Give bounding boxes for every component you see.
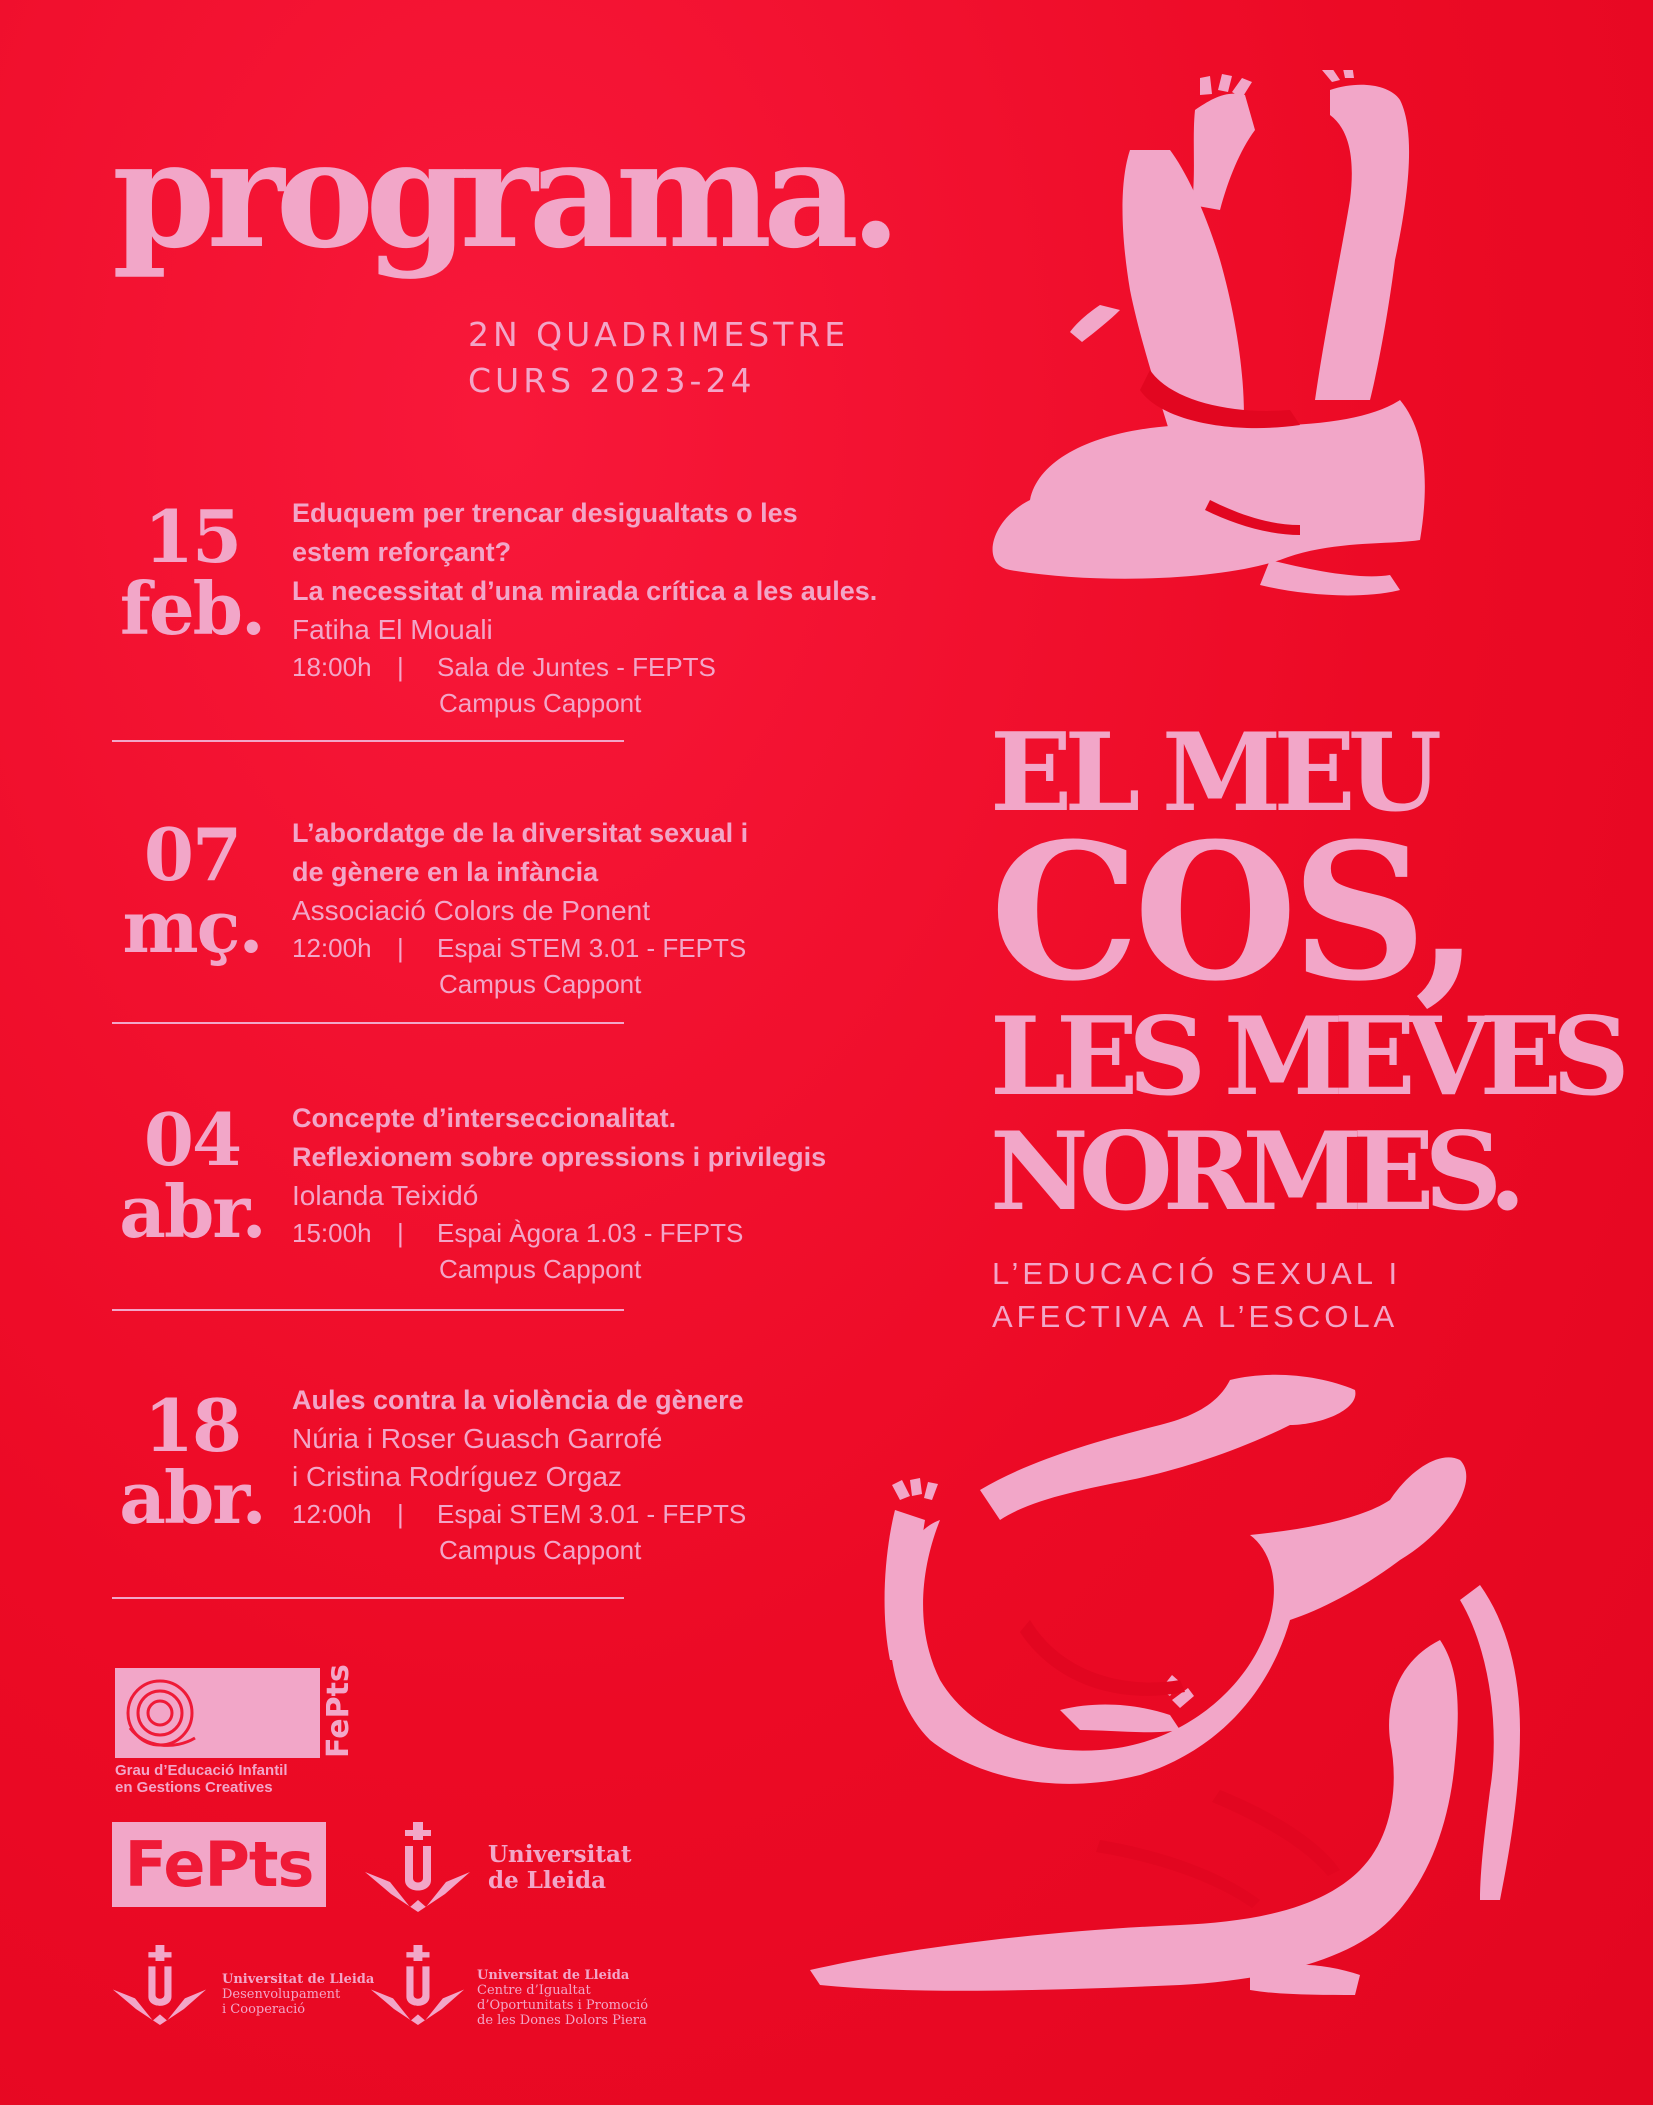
event-speaker: Núria i Roser Guasch Garrofé xyxy=(292,1423,663,1454)
tagline xyxy=(992,1252,1401,1338)
event-info xyxy=(292,494,1032,721)
event-when xyxy=(292,1215,1032,1251)
grau-line: Grau d’Educació Infantil xyxy=(115,1762,288,1779)
event-time: 12:00h xyxy=(292,1499,372,1529)
igualtat-line: Universitat de Lleida xyxy=(477,1968,630,1983)
event-when xyxy=(292,930,1032,966)
igualtat-line: d’Oportunitats i Promoció xyxy=(477,1998,649,2013)
event-campus: Campus Cappont xyxy=(439,688,642,718)
event-title: de gènere en la infància xyxy=(292,857,599,887)
event-campus: Campus Cappont xyxy=(439,1535,642,1565)
divider xyxy=(112,1597,624,1599)
udl-emblem-icon xyxy=(112,1945,207,2025)
grau-logo-text xyxy=(115,1762,288,1796)
event-speaker: Associació Colors de Ponent xyxy=(292,895,650,926)
subtitle-line: 2N QUADRIMESTRE xyxy=(468,315,850,354)
headline-line: COS, xyxy=(990,802,1474,1023)
event-date xyxy=(112,1097,272,1254)
event-place: Espai STEM 3.01 - FEPTS xyxy=(437,933,747,963)
event-speaker: Fatiha El Mouali xyxy=(292,614,493,645)
event-speaker: Iolanda Teixidó xyxy=(292,1180,479,1211)
event-campus: Campus Cappont xyxy=(439,1254,642,1284)
igualtat-line: Centre d’Igualtat xyxy=(477,1983,591,1998)
headline-line: EL MEU xyxy=(990,710,1434,836)
event-title: estem reforçant? xyxy=(292,537,512,567)
grau-line: en Gestions Creatives xyxy=(115,1779,273,1796)
subtitle xyxy=(468,312,849,404)
divider xyxy=(112,1022,624,1024)
coop-logo-text xyxy=(222,1972,374,2017)
event-month: abr. xyxy=(119,1169,265,1254)
event-month: abr. xyxy=(119,1455,265,1540)
spiral-logo-icon xyxy=(115,1668,320,1758)
figure-top-illustration xyxy=(970,70,1490,650)
event-title: Concepte d’interseccionalitat. xyxy=(292,1103,677,1133)
event-date xyxy=(112,494,272,651)
event-campus: Campus Cappont xyxy=(439,969,642,999)
page-title: programa. xyxy=(112,107,893,281)
udl-emblem-icon xyxy=(370,1945,465,2025)
event-day: 04 xyxy=(143,1097,241,1182)
figure-bottom-illustration xyxy=(800,1370,1560,2010)
headline-line: LES MEVES xyxy=(990,994,1620,1120)
event-place: Espai Àgora 1.03 - FEPTS xyxy=(437,1218,744,1248)
headline xyxy=(990,710,1620,1235)
event-separator: | xyxy=(397,933,404,963)
event-separator: | xyxy=(397,1499,404,1529)
event-title: Reflexionem sobre opressions i privilegis xyxy=(292,1142,827,1172)
coop-line: Desenvolupament xyxy=(222,1987,341,2002)
event-when xyxy=(292,649,1032,685)
event-title: La necessitat d’una mirada crítica a les aules. xyxy=(292,576,878,606)
coop-line: Universitat de Lleida xyxy=(222,1972,375,1987)
event-time: 18:00h xyxy=(292,652,372,682)
subtitle-line: CURS 2023-24 xyxy=(468,361,756,400)
igualtat-logo-text xyxy=(477,1968,648,2028)
divider xyxy=(112,1309,624,1311)
event-place: Espai STEM 3.01 - FEPTS xyxy=(437,1499,747,1529)
headline-line: NORMES. xyxy=(990,1109,1517,1235)
udl-emblem-icon xyxy=(365,1822,470,1912)
fepts-vertical-logo: FePts xyxy=(321,1664,356,1758)
event-title: Aules contra la violència de gènere xyxy=(292,1385,744,1415)
event-month: mç. xyxy=(122,884,262,969)
igualtat-line: de les Dones Dolors Piera xyxy=(477,2013,647,2028)
udl-logo-text xyxy=(488,1842,631,1894)
event-time: 12:00h xyxy=(292,933,372,963)
event-day: 18 xyxy=(143,1383,241,1468)
event-separator: | xyxy=(397,652,404,682)
event-speaker: i Cristina Rodríguez Orgaz xyxy=(292,1461,622,1492)
event-place: Sala de Juntes - FEPTS xyxy=(437,652,716,682)
event-title: Eduquem per trencar desigualtats o les xyxy=(292,498,798,528)
fepts-logo: FePts xyxy=(112,1822,326,1907)
event-month: feb. xyxy=(119,566,265,651)
event-info xyxy=(292,1099,1032,1287)
udl-line: de Lleida xyxy=(488,1867,606,1894)
tagline-line: L’EDUCACIÓ SEXUAL I xyxy=(992,1256,1402,1291)
event-day: 07 xyxy=(143,812,241,897)
tagline-line: AFECTIVA A L’ESCOLA xyxy=(992,1299,1399,1334)
coop-line: i Cooperació xyxy=(222,2002,306,2017)
event-info xyxy=(292,814,1032,1002)
event-day: 15 xyxy=(143,494,241,579)
event-separator: | xyxy=(397,1218,404,1248)
event-title: L’abordatge de la diversitat sexual i xyxy=(292,818,749,848)
udl-line: Universitat xyxy=(488,1841,632,1868)
event-date xyxy=(112,812,272,969)
event-date xyxy=(112,1383,272,1540)
event-time: 15:00h xyxy=(292,1218,372,1248)
divider xyxy=(112,740,624,742)
